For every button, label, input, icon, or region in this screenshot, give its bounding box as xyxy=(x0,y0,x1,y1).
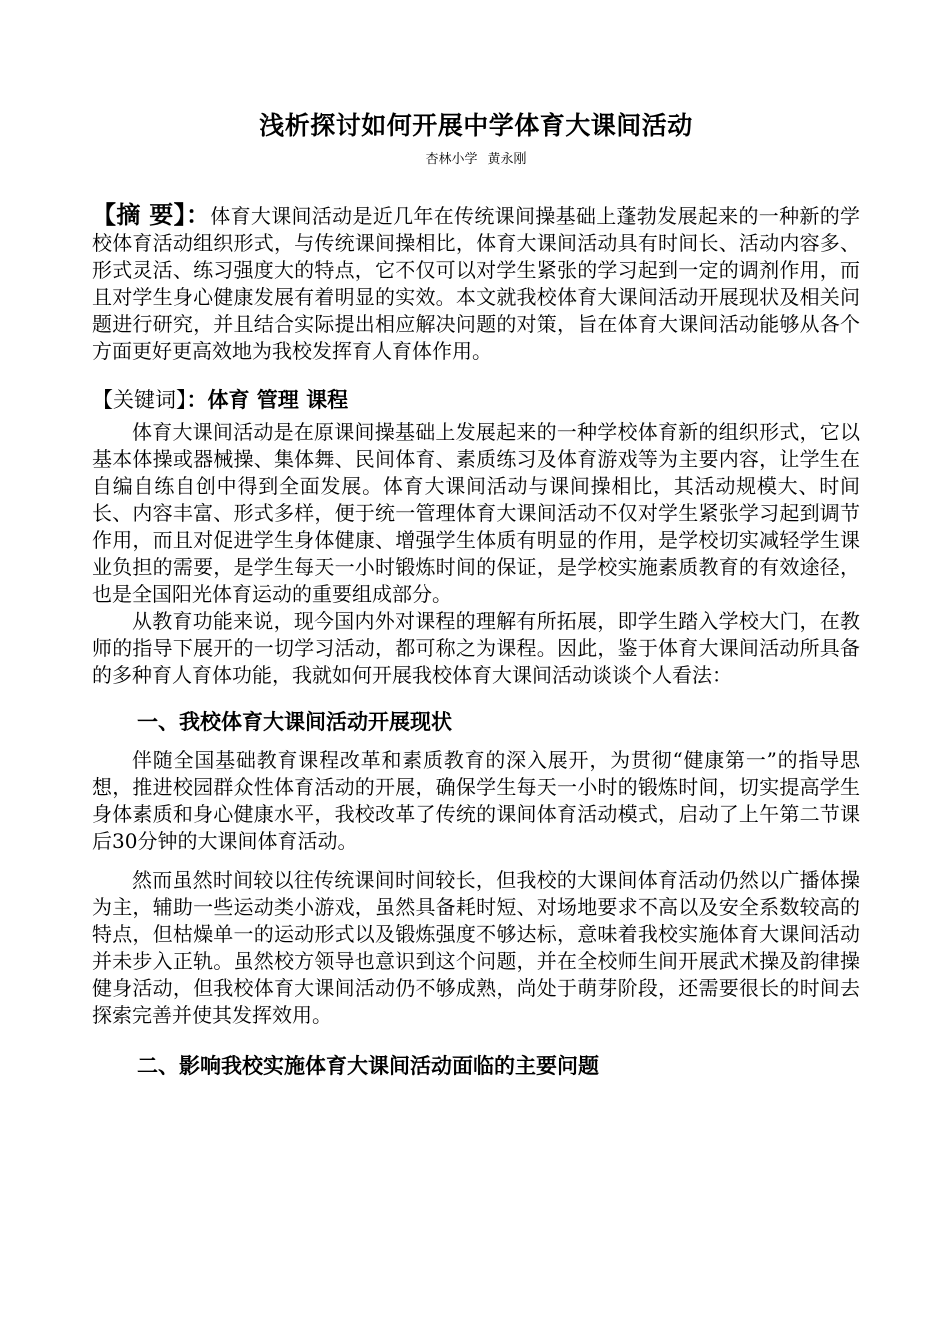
document-title: 浅析探讨如何开展中学体育大课间活动 xyxy=(259,111,693,140)
intro-paragraph-1: 体育大课间活动是在原课间操基础上发展起来的一种学校体育新的组织形式，它以基本体操或器械操、集体舞、民间体育、素质练习及体育游戏等为主要内容，让学生在自编自练自创中得到全面发展。体育大课间活动与课间操相比，其活动规模大、时间长、内容丰富、形式多样，便于统一管理体育大课间活动不仅对学生紧张学习起到调节作用，而且对促进学生身体健康、增强学生体质有明显的作用，是学校切实减轻学生课业负担的需要，是学生每天一小时锻炼时间的保证，是学校实施素质教育的有效途径，也是全国阳光体育运动的重要组成部分。 xyxy=(92,420,860,606)
keywords-terms: 体育 管理 课程 xyxy=(207,388,349,412)
byline-school: 杏林小学 xyxy=(425,152,478,167)
keywords-label: 【关键词】 xyxy=(92,388,187,412)
abstract-paragraph xyxy=(92,202,860,365)
section-1-heading: 一、我校体育大课间活动开展现状 xyxy=(137,710,452,734)
abstract-label: 【摘 要】 xyxy=(92,201,186,229)
section-1-paragraph-1: 伴随全国基础教育课程改革和素质教育的深入展开，为贯彻“健康第一”的指导思想，推进校园群众性体育活动的开展，确保学生每天一小时的锻炼时间，切实提高学生身体素质和身心健康水平，我校改革了传统的课间体育活动模式，启动了上午第二节课后30分钟的大课间体育活动。 xyxy=(92,748,860,853)
byline-author: 黄永刚 xyxy=(487,152,527,167)
keywords-colon: ： xyxy=(186,388,208,412)
byline xyxy=(92,150,860,170)
section-2-heading: 二、影响我校实施体育大课间活动面临的主要问题 xyxy=(137,1054,599,1078)
abstract-text: 体育大课间活动是近几年在传统课间操基础上蓬勃发展起来的一种新的学校体育活动组织形式，与传统课间操相比，体育大课间活动具有时间长、活动内容多、形式灵活、练习强度大的特点，它不仅可以对学生紧张的学习起到一定的调剂作用，而且对学生身心健康发展有着明显的实效。本文就我校体育大课间活动开展现状及相关问题进行研究，并且结合实际提出相应解决问题的对策，旨在体育大课间活动能够从各个方面更好更高效地为我校发挥育人育体作用。 xyxy=(92,204,861,363)
abstract-colon: ： xyxy=(185,201,211,229)
keywords-line xyxy=(92,385,860,415)
section-1-paragraph-2: 然而虽然时间较以往传统课间时间较长，但我校的大课间体育活动仍然以广播体操为主，辅助一些运动类小游戏，虽然具备耗时短、对场地要求不高以及安全系数较高的特点，但枯燥单一的运动形式以及锻炼强度不够达标，意味着我校实施体育大课间活动并未步入正轨。虽然校方领导也意识到这个问题，并在全校师生间开展武术操及韵律操健身活动，但我校体育大课间活动仍不够成熟，尚处于萌芽阶段，还需要很长的时间去探索完善并使其发挥效用。 xyxy=(92,868,860,1027)
document-page xyxy=(92,100,860,1091)
intro-paragraph-2: 从教育功能来说，现今国内外对课程的理解有所拓展，即学生踏入学校大门，在教师的指导下展开的一切学习活动，都可称之为课程。因此，鉴于体育大课间活动所具备的多种育人育体功能，我就如何开展我校体育大课间活动谈谈个人看法： xyxy=(92,609,860,687)
